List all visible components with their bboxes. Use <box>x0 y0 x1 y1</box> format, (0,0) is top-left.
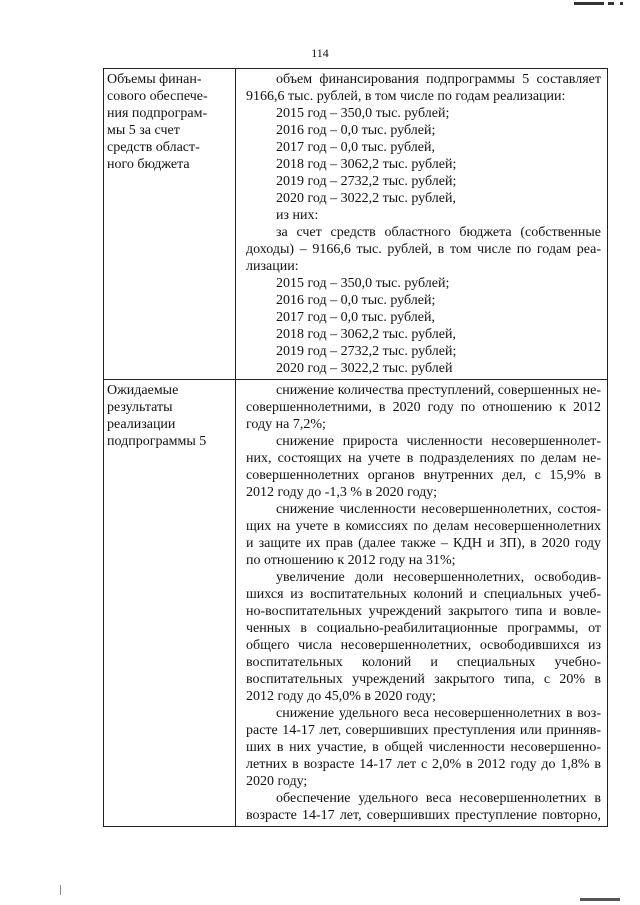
content-line: щих на учете в комиссиях по делам несовершеннолетних <box>246 519 601 534</box>
scan-artifact-top <box>574 2 634 8</box>
content-line: 2020 году; <box>246 774 308 789</box>
content-line: увеличение доли несовершеннолетних, освободив- <box>276 570 601 585</box>
content-line: совершеннолетних органов внутренних дел, с 15,9% в <box>246 468 601 483</box>
content-line: из них: <box>276 208 319 223</box>
row-content-cell <box>236 380 608 827</box>
content-line: 2020 год – 3022,2 тыс. рублей, <box>276 191 456 206</box>
content-line: возрасте 14-17 лет, совершивших преступление повторно, <box>246 808 601 823</box>
row-label-cell <box>104 69 236 380</box>
content-line: снижение прироста численности несовершеннолет- <box>276 434 601 449</box>
content-line: 9166,6 тыс. рублей, в том числе по годам реализации: <box>246 89 566 104</box>
content-line: 2015 год – 350,0 тыс. рублей; <box>276 106 450 121</box>
label-line: ния подпрограм- <box>107 106 208 121</box>
content-line: 2018 год – 3062,2 тыс. рублей; <box>276 157 457 172</box>
label-line: реализации <box>107 417 176 432</box>
content-line: ших в них участие, в общей численности несовершенно- <box>246 740 601 755</box>
content-line: году на 7,2%; <box>246 417 326 432</box>
content-line: лизации: <box>246 259 299 274</box>
table-row <box>104 69 608 380</box>
content-line: общего числа несовершеннолетних, освободившихся из <box>246 638 601 653</box>
content-line: но-воспитательных учреждений закрытого типа и вовле- <box>246 604 601 619</box>
content-line: 2020 год – 3022,2 тыс. рублей <box>276 361 453 376</box>
content-line: расте 14-17 лет, совершивших преступления или принняв- <box>246 723 601 738</box>
content-line: за счет средств областного бюджета (собственные <box>276 225 601 240</box>
content-line: 2016 год – 0,0 тыс. рублей; <box>276 293 436 308</box>
label-line: Объемы финан- <box>107 72 202 87</box>
scan-artifact-bottom <box>580 898 620 901</box>
label-line: ного бюджета <box>107 157 190 172</box>
content-line: 2019 год – 2732,2 тыс. рублей; <box>276 174 457 189</box>
content-line: них, состоящих на учете в подразделениях по делам не- <box>246 451 601 466</box>
content-line: 2012 году до 45,0% в 2020 году; <box>246 689 436 704</box>
row-label-cell <box>104 380 236 827</box>
content-line: воспитательных колоний и специальных учебно- <box>246 655 601 670</box>
content-line: по отношению к 2012 году на 31%; <box>246 553 456 568</box>
label-line: Ожидаемые <box>107 383 179 398</box>
content-line: 2012 году до -1,3 % в 2020 году; <box>246 485 437 500</box>
content-line: 2018 год – 3062,2 тыс. рублей, <box>276 327 456 342</box>
content-line: 2017 год – 0,0 тыс. рублей, <box>276 140 435 155</box>
content-line: и защите их прав (далее также – КДН и ЗП), в 2020 году <box>246 536 601 551</box>
row-content-cell <box>236 69 608 380</box>
content-line: совершеннолетними, в 2020 году по отношению к 2012 <box>246 400 601 415</box>
table-row <box>104 380 608 827</box>
content-line: воспитательных учреждений закрытого типа, с 20% в <box>246 672 601 687</box>
program-table <box>103 68 608 827</box>
label-line: средств област- <box>107 140 200 155</box>
content-line: 2019 год – 2732,2 тыс. рублей; <box>276 344 457 359</box>
content-line: 2015 год – 350,0 тыс. рублей; <box>276 276 450 291</box>
content-line: снижение численности несовершеннолетних, состоя- <box>276 502 601 517</box>
content-line: шихся из воспитательных колоний и специальных учеб- <box>246 587 601 602</box>
content-line: обеспечение удельного веса несовершеннолетних в <box>276 791 601 806</box>
content-line: летних в возрасте 14-17 лет с 2,0% в 2012 году до 1,8% в <box>246 757 601 772</box>
label-line: подпрограммы 5 <box>107 434 207 449</box>
label-line: результаты <box>107 400 173 415</box>
content-line: ченных в социально-реабилитационные программы, от <box>246 621 601 636</box>
content-line: снижение удельного веса несовершеннолетних в воз- <box>276 706 601 721</box>
content-line: 2017 год – 0,0 тыс. рублей, <box>276 310 435 325</box>
scan-artifact-left <box>60 885 61 895</box>
label-line: сового обеспече- <box>107 89 208 104</box>
page-number: 114 <box>311 46 329 60</box>
label-line: мы 5 за счет <box>107 123 180 138</box>
content-line: доходы) – 9166,6 тыс. рублей, в том числе по годам реа- <box>246 242 601 257</box>
content-line: объем финансирования подпрограммы 5 составляет <box>276 72 601 87</box>
content-line: снижение количества преступлений, совершенных не- <box>276 383 601 398</box>
content-line: 2016 год – 0,0 тыс. рублей; <box>276 123 436 138</box>
